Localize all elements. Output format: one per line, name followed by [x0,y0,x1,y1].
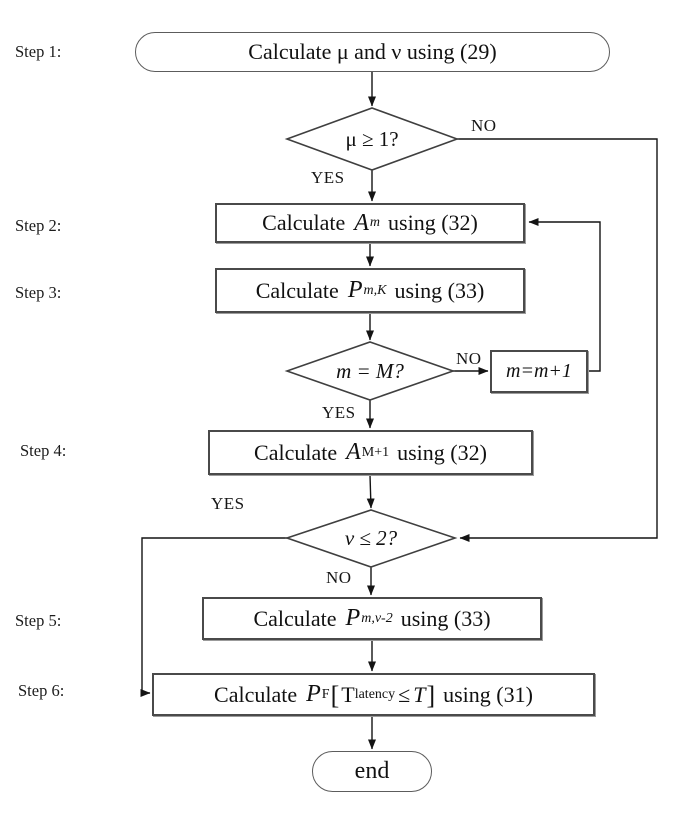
end-terminal [312,751,432,792]
step5-calculate: Calculate [253,605,337,631]
step4-script-a: A [346,439,361,465]
step6-T-subscript: latency [354,686,396,702]
start-terminal [135,32,610,72]
step2-process-box [215,203,525,243]
decision2-yes-label: YES [322,403,356,422]
edge-increment-loop [529,222,600,371]
start-terminal-text: Calculate μ and ν using (29) [248,39,497,64]
step5-using: using (33) [400,605,491,631]
decision3-text: ν ≤ 2? [344,525,398,550]
decision3-no-label: NO [326,568,352,587]
step2-calculate: Calculate [262,210,346,235]
edge-decision1-no [457,139,657,538]
step4-calculate: Calculate [254,439,338,465]
step5-subscript: m,ν-2 [361,610,393,626]
step2-using: using (32) [388,210,478,235]
decision1-text: μ ≥ 1? [345,126,399,151]
decision2-text: m = M? [336,358,404,383]
step6-script-p: P [306,681,321,707]
step4-using: using (32) [397,439,487,465]
step-4-label: Step 4: [20,441,67,460]
step-1-label: Step 1: [15,42,62,61]
end-terminal-text: end [354,758,390,784]
step6-using: using (31) [443,681,533,707]
step3-subscript: m,K [363,282,387,298]
step6-T: T [341,681,355,707]
edge-step4-to-decision3 [370,475,371,508]
step-6-label: Step 6: [18,681,65,700]
step-5-label: Step 5: [15,611,62,630]
step3-process-box [215,268,525,313]
step6-leq: ≤ [398,681,411,707]
step5-script-p: P [345,605,361,631]
step6-p-subscript: F [321,686,330,702]
step3-calculate: Calculate [255,277,339,303]
step2-script-a: A [354,209,369,236]
decision3-yes-label: YES [211,494,245,513]
step3-using: using (33) [394,277,485,303]
step2-subscript: m [369,215,381,230]
step4-process-box [208,430,533,475]
step3-script-p: P [347,277,363,303]
step6-calculate: Calculate [214,681,298,707]
step6-process-box: Calculate P F [ T latency ≤ T ] using (31) [152,673,595,716]
step4-subscript: M+1 [361,444,390,460]
step-3-label: Step 3: [15,283,62,302]
step5-process-box [202,597,542,640]
decision1-no-label: NO [471,116,497,135]
decision2-no-label: NO [456,349,482,368]
increment-text: m=m+1 [506,360,572,382]
increment-box [490,350,588,393]
step-2-label: Step 2: [15,216,62,235]
step6-script-t: T [413,681,426,707]
decision1-yes-label: YES [311,168,345,187]
